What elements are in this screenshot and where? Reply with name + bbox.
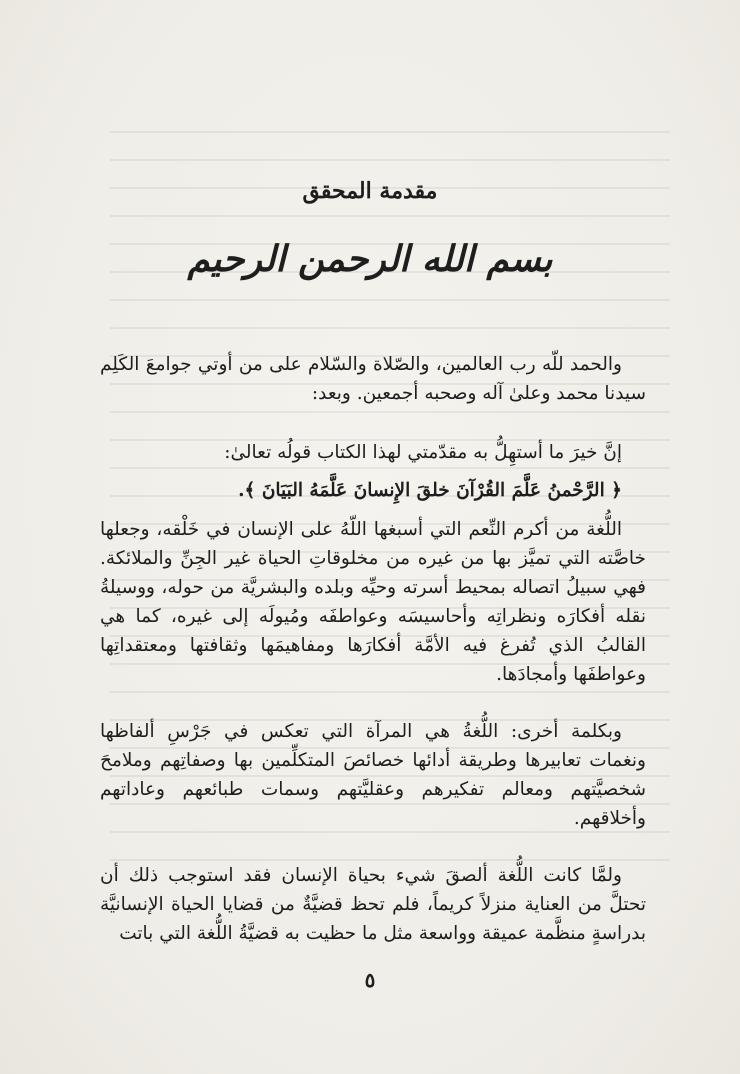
paragraph-language-gift: [100, 515, 646, 689]
paragraph-opening: [100, 350, 646, 408]
paragraph-mirror: [100, 717, 646, 833]
paragraph-intro-text: إنَّ خيرَ ما أستهِلُّ به مقدّمتي لهذا الكتاب قولُه تعالىٰ:: [224, 442, 622, 463]
paragraph-verse: [100, 476, 646, 505]
paragraph-study-text: ولمَّا كانت اللُّغة ألصقَ شيء بحياة الإنسان فقد استوجب ذلك أن تحتلَّ من العناية منزلاً كريماً، فلم تحظ قضيَّةٌ من قضايا الحياة الإنسانيَّة بدراسةٍ منظَّمة عميقة وواسعة مثل ما حظيت به قضيَّةُ اللُّغة التي باتت: [100, 865, 646, 944]
paragraph-study: [100, 861, 646, 948]
page-number: ٥: [364, 968, 376, 992]
paragraph-mirror-text: وبكلمة أخرى: اللُّغةُ هي المرآة التي تعكس في جَرْسِ ألفاظها ونغمات تعابيرها وطريقة أدائها خصائصَ المتكلِّمين بها وصفاتِهم وملامحَ شخصيَّتهم ومعالم تفكيرهم وعقليَّتهم وسمات طبائعهم وعاداتهم وأخلاقهم.: [100, 721, 646, 829]
paragraph-praise: والحمد للّه رب العالمين، والصّلاة والسّلام على من أوتي جوامعَ الكَلِم سيدنا محمد وعلىٰ آله وصحبه أجمعين. وبعد:: [100, 354, 646, 404]
page-heading: مقدمة المحقق: [302, 178, 438, 204]
quran-verse: ﴿ الرَّحْمنُ عَلَّمَ القُرْآنَ خلقَ الإِنسانَ عَلَّمَهُ البَيَانَ ﴾.: [238, 480, 622, 501]
paragraph-language-gift-text: اللُّغة من أكرم النِّعم التي أسبغها اللّهُ على الإنسان في خَلْقه، وجعلها خاصَّته التي تميَّز بها من غيره من مخلوقاتِ الحياة غير الجِنِّ والملائكة. فهي سبيلُ اتصاله بمحيط أسرته وحيِّه وبلده والبشريَّة من حوله، ووسيلةُ نقله أفكارَه ونظراتِه وأحاسيسَه وعواطفَه ومُيولَه إلى غيره، كما هي القالبُ الذي تُفرغ فيه الأمَّة أفكارَها ومفاهيمَها وثقافتها ومعتقداتِها وعواطفَها وأمجادَها.: [100, 519, 646, 685]
basmala-calligraphy: بسم الله الرحمن الرحيم: [187, 238, 553, 280]
paragraph-intro: [100, 438, 646, 467]
